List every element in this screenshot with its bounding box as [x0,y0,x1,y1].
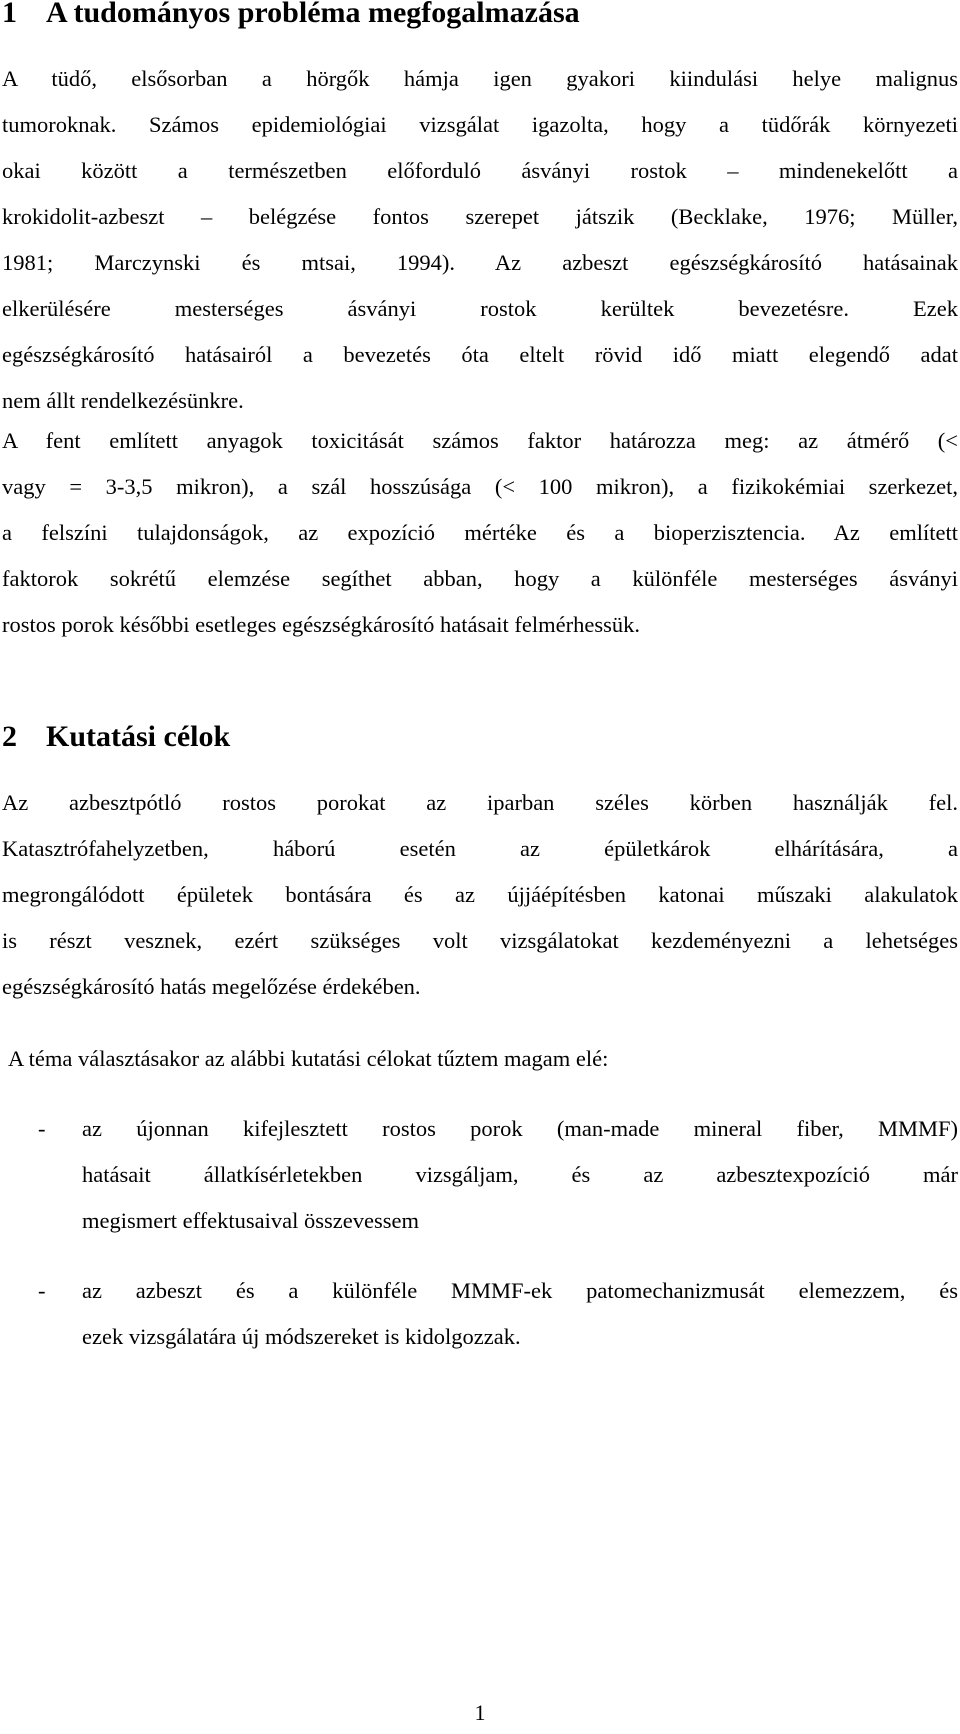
section-2-paragraph-1 [2,780,958,1010]
section-1-number: 1 [2,0,17,29]
goal-item-1 [2,1106,958,1246]
text-line: megrongálódott épületek bontására és az újjáépítésben katonai műszaki alakulatok [2,882,958,907]
text-line: egészségkárosító hatásairól a bevezetés óta eltelt rövid idő miatt elegendő adat [2,342,958,367]
goal-item-text [82,1268,958,1360]
section-1-title: A tudományos probléma megfogalmazása [46,0,580,29]
text-line: A tüdő, elsősorban a hörgők hámja igen gyakori kiindulási helye malignus [2,66,958,91]
text-line: elkerülésére mesterséges ásványi rostok kerültek bevezetésre. Ezek [2,296,958,321]
text-line: Katasztrófahelyzetben, háború esetén az épületkárok elhárítására, a [2,836,958,861]
text-line: krokidolit-azbeszt – belégzése fontos szerepet játszik (Becklake, 1976; Müller, [2,204,958,229]
text-line: 1981; Marczynski és mtsai, 1994). Az azbeszt egészségkárosító hatásainak [2,250,958,275]
text-line: A fent említett anyagok toxicitását számos faktor határozza meg: az átmérő (< [2,428,958,453]
text-line: okai között a természetben előforduló ásványi rostok – mindenekelőtt a [2,158,958,183]
list-bullet: - [38,1278,46,1303]
goal-item-text [82,1106,958,1244]
text-line: az újonnan kifejlesztett rostos porok (man-made mineral fiber, MMMF) [82,1116,958,1141]
section-1-paragraph-1 [2,56,958,424]
text-line: egészségkárosító hatás megelőzése érdekében. [2,974,421,999]
text-line: tumoroknak. Számos epidemiológiai vizsgálat igazolta, hogy a tüdőrák környezeti [2,112,958,137]
text-line: nem állt rendelkezésünkre. [2,388,244,413]
text-line: az azbeszt és a különféle MMMF-ek patomechanizmusát elemezzem, és [82,1278,958,1303]
section-2-heading [2,720,230,754]
text-line: vagy = 3-3,5 mikron), a szál hosszúsága (< 100 mikron), a fizikokémiai szerkezet, [2,474,958,499]
section-1-paragraph-2 [2,418,958,648]
goals-intro [8,1036,960,1082]
section-2-title: Kutatási célok [46,720,231,753]
text-line: A téma választásakor az alábbi kutatási célokat tűztem magam elé: [8,1046,609,1071]
text-line: rostos porok későbbi esetleges egészségkárosító hatásait felmérhessük. [2,612,640,637]
section-1-heading [2,0,580,30]
text-line: hatásait állatkísérletekben vizsgáljam, és az azbesztexpozíció már [82,1162,958,1187]
text-line: is részt vesznek, ezért szükséges volt vizsgálatokat kezdeményezni a lehetséges [2,928,958,953]
text-line: ezek vizsgálatára új módszereket is kidolgozzak. [82,1324,521,1349]
text-line: Az azbesztpótló rostos porokat az iparban széles körben használják fel. [2,790,958,815]
text-line: faktorok sokrétű elemzése segíthet abban, hogy a különféle mesterséges ásványi [2,566,958,591]
page-number: 1 [474,1700,486,1725]
text-line: a felszíni tulajdonságok, az expozíció mértéke és a bioperzisztencia. Az említett [2,520,958,545]
section-2-number: 2 [2,720,17,753]
list-bullet: - [38,1116,46,1141]
goal-item-2 [2,1268,958,1360]
text-line: megismert effektusaival összevessem [82,1208,419,1233]
